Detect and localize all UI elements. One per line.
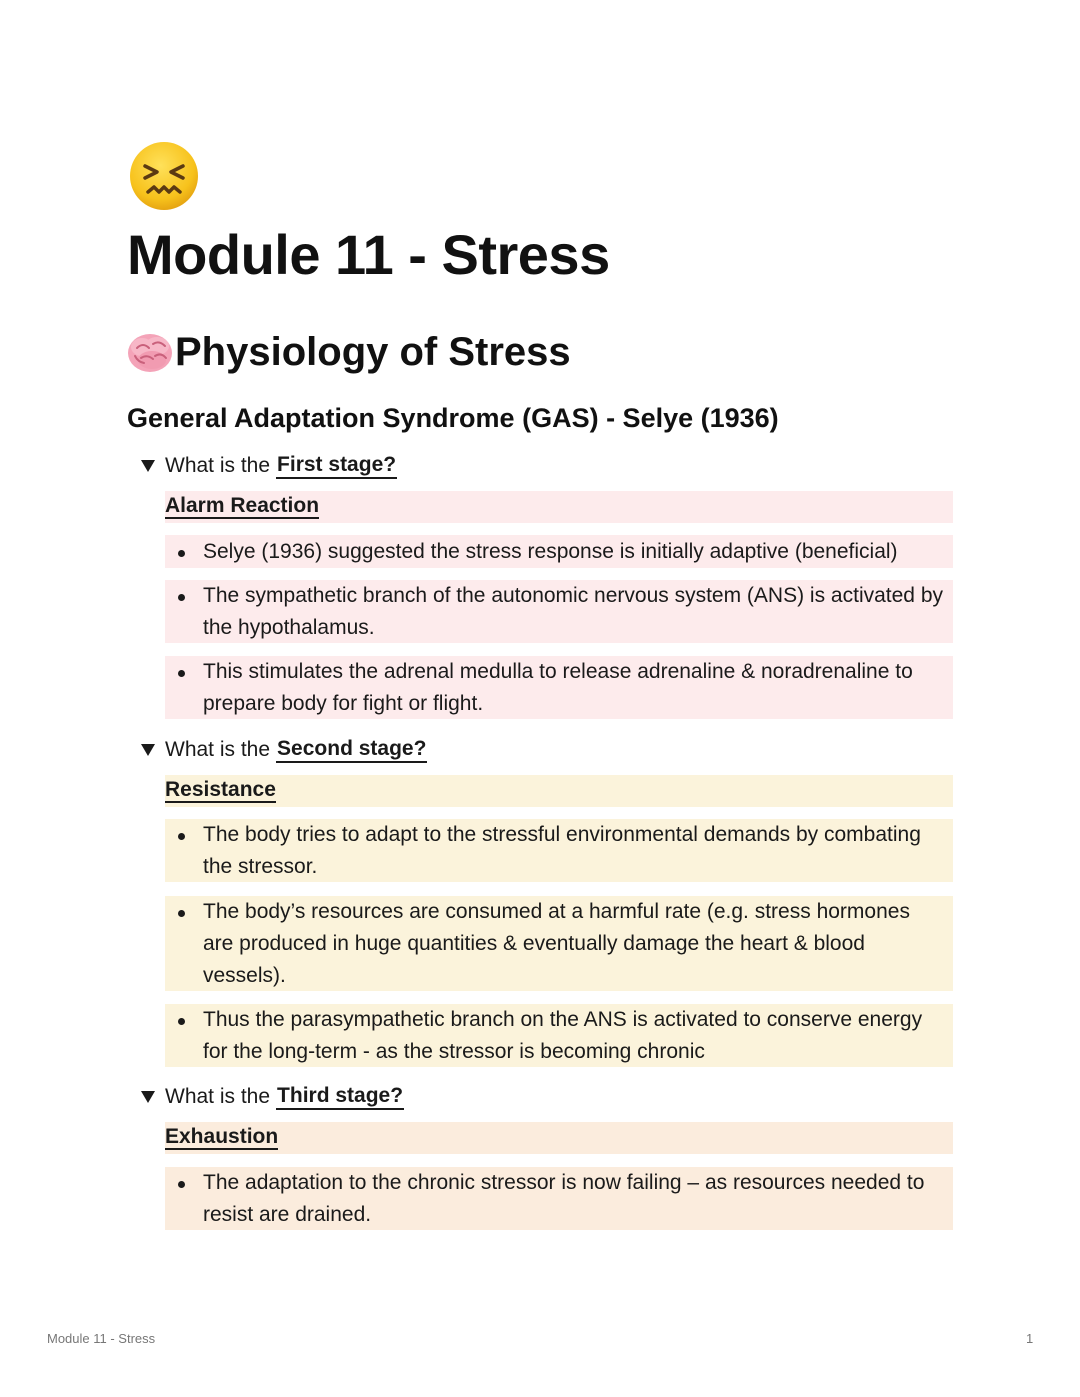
bullet-text: The body’s resources are consumed at a harmful rate (e.g. stress hormones are produced in huge quantities & eventually damage the heart & blood vessels). xyxy=(203,900,910,987)
subheading: General Adaptation Syndrome (GAS) - Selye (1936) xyxy=(127,403,779,433)
toggle-third-stage[interactable] xyxy=(140,1083,404,1110)
list-item xyxy=(165,656,953,719)
bullet-text: Selye (1936) suggested the stress response is initially adaptive (beneficial) xyxy=(203,540,898,563)
bullet-dot xyxy=(178,670,185,677)
page-title: Module 11 - Stress xyxy=(127,223,610,286)
bullet-dot xyxy=(178,833,185,840)
toggle-question-prefix: What is the xyxy=(165,453,271,477)
toggle-second-stage[interactable] xyxy=(140,736,427,763)
list-item xyxy=(165,819,953,882)
triangle-down-icon[interactable] xyxy=(140,459,156,473)
toggle-question-prefix: What is the xyxy=(165,737,271,761)
toggle-question-bold: Third stage? xyxy=(276,1083,404,1110)
confounded-face-icon xyxy=(128,140,200,212)
bullet-text: This stimulates the adrenal medulla to release adrenaline & noradrenaline to prepare body for fight or flight. xyxy=(203,660,913,715)
toggle-question-prefix: What is the xyxy=(165,1084,271,1108)
list-item xyxy=(165,580,953,643)
toggle-question-bold: First stage? xyxy=(276,452,397,479)
stage-name: Resistance xyxy=(165,778,276,801)
stage-name: Exhaustion xyxy=(165,1125,279,1148)
list-item xyxy=(165,1167,953,1230)
bullet-text: The body tries to adapt to the stressful environmental demands by combating the stressor. xyxy=(203,823,921,878)
footer-title: Module 11 - Stress xyxy=(47,1331,156,1346)
triangle-down-icon[interactable] xyxy=(140,743,156,757)
list-item xyxy=(165,1004,953,1067)
toggle-first-stage[interactable] xyxy=(140,452,397,479)
bullet-dot xyxy=(178,1181,185,1188)
bullet-dot xyxy=(178,910,185,917)
bullet-dot xyxy=(178,1018,185,1025)
list-item xyxy=(165,896,953,991)
page-number: 1 xyxy=(1026,1331,1034,1346)
bullet-dot xyxy=(178,550,185,557)
brain-icon xyxy=(127,332,173,374)
bullet-dot xyxy=(178,594,185,601)
bullet-text: The sympathetic branch of the autonomic nervous system (ANS) is activated by the hypothalamus. xyxy=(203,584,943,639)
section-heading xyxy=(127,330,571,375)
bullet-text: The adaptation to the chronic stressor is now failing – as resources needed to resist are drained. xyxy=(203,1171,925,1226)
list-item xyxy=(165,535,953,568)
stage-name-block xyxy=(165,1122,953,1154)
triangle-down-icon[interactable] xyxy=(140,1090,156,1104)
stage-name-block xyxy=(165,491,953,523)
toggle-question-bold: Second stage? xyxy=(276,736,427,763)
section-heading-text: Physiology of Stress xyxy=(175,330,571,374)
bullet-text: Thus the parasympathetic branch on the ANS is activated to conserve energy for the long-term - as the stressor is becoming chronic xyxy=(203,1008,923,1063)
stage-name: Alarm Reaction xyxy=(165,494,320,517)
stage-name-block xyxy=(165,775,953,807)
